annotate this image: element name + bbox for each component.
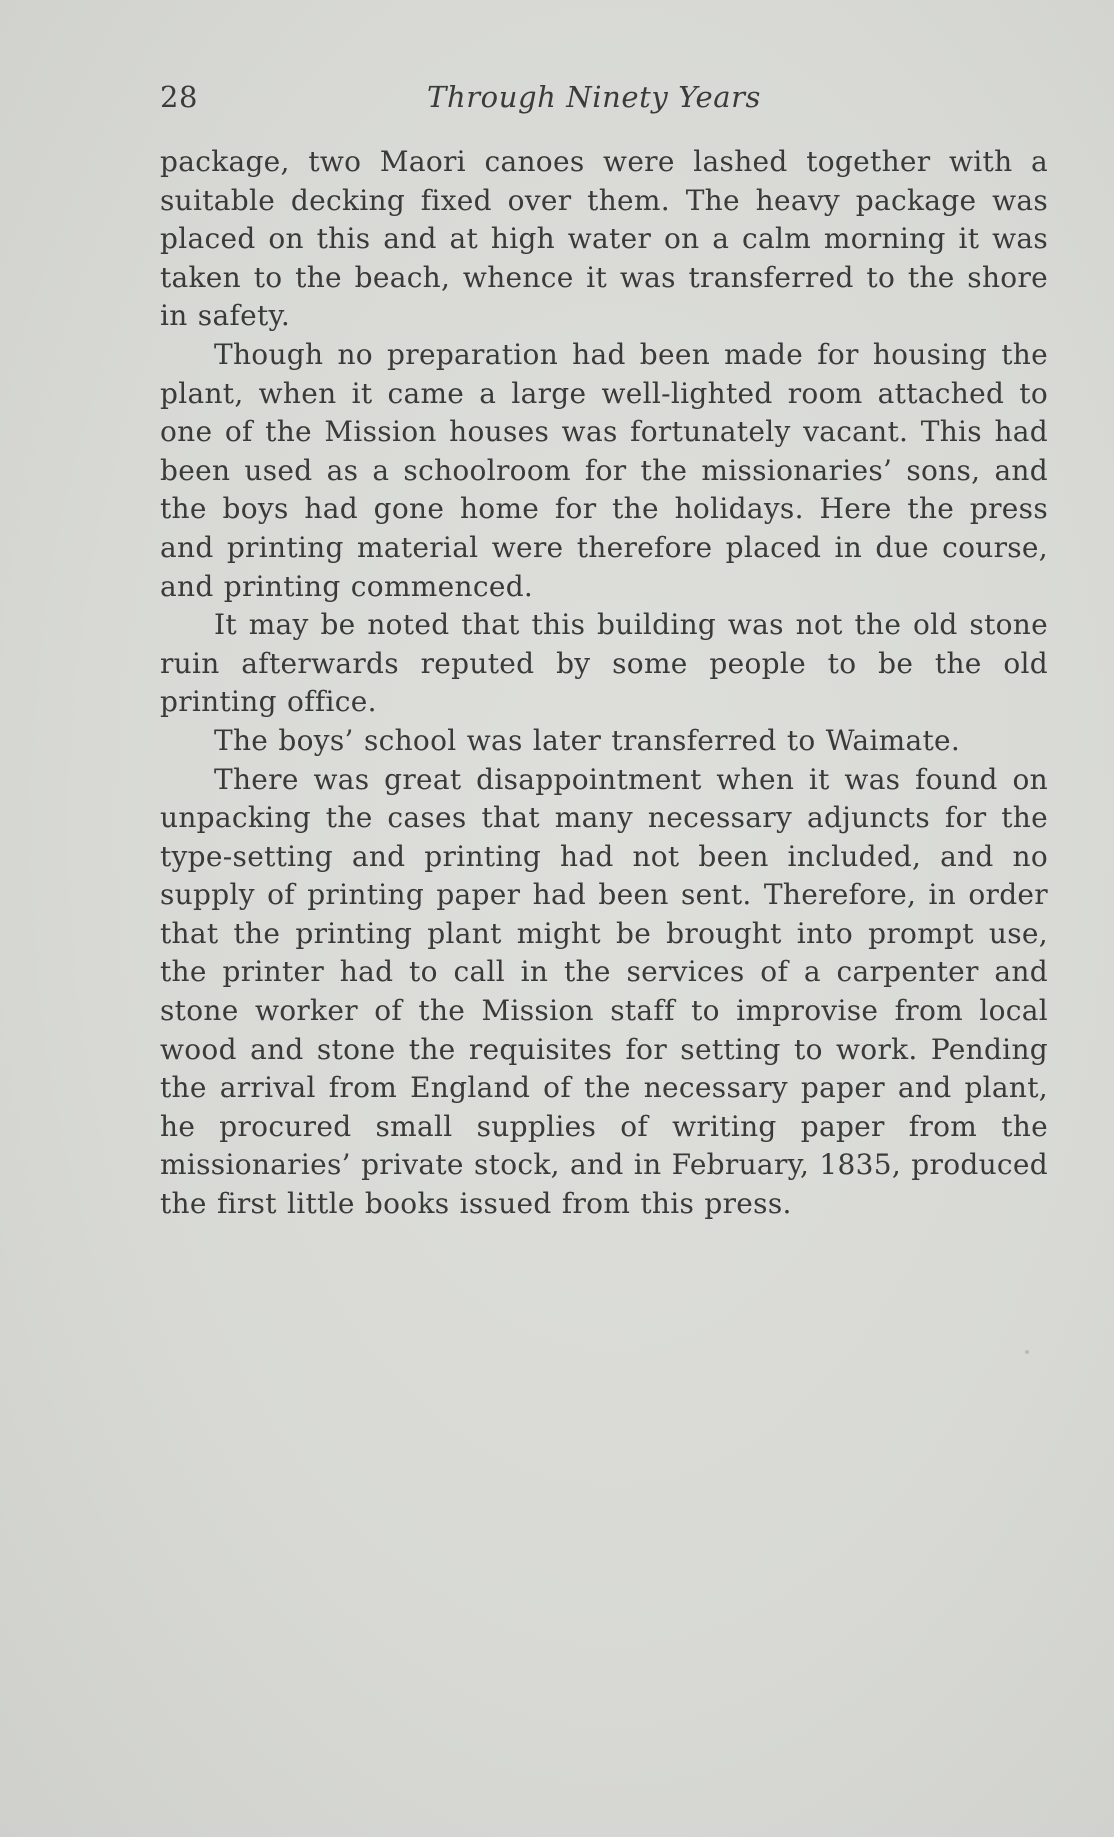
paragraph-continuation: package, two Maori canoes were lashed together with a suitable decking fixed over them. The heavy package was placed on this and at high water on a calm morning it was taken to the beach, whence it was transferred to the shore in safety. [160,145,1048,333]
paper-speck [1025,1350,1029,1354]
paragraph-school-transfer: The boys’ school was later transferred to Waimate. [214,723,961,757]
running-head [160,80,1048,120]
paragraph-building-note: It may be noted that this building was not the old stone ruin afterwards reputed by some people to be the old printing office. [160,608,1048,719]
paragraph-housing-plant: Though no preparation had been made for housing the plant, when it came a large well-lighted room attached to one of the Mission houses was fortunately vacant. This had been used as a schoolroom for the missionaries’ sons, and the boys had gone home for the holidays. Here the press and printing material were therefore placed in due course, and printing commenced. [160,337,1048,603]
running-title: Through Ninety Years [427,80,762,114]
paragraph-disappointment: There was great disappointment when it was found on unpacking the cases that many necessary adjuncts for the type-setting and printing had not been included, and no supply of printing paper had been sent. Therefore, in order that the printing plant might be brought into prompt use, the printer had to call in the services of a carpenter and stone worker of the Mission staff to improvise from local wood and stone the requisites for setting to work. Pending the arrival from England of the necessary paper and plant, he procured small supplies of writing paper from the missionaries’ private stock, and in February, 1835, produced the first little books issued from this press. [160,762,1048,1221]
body-text [160,143,1048,1224]
page-number: 28 [160,80,198,114]
